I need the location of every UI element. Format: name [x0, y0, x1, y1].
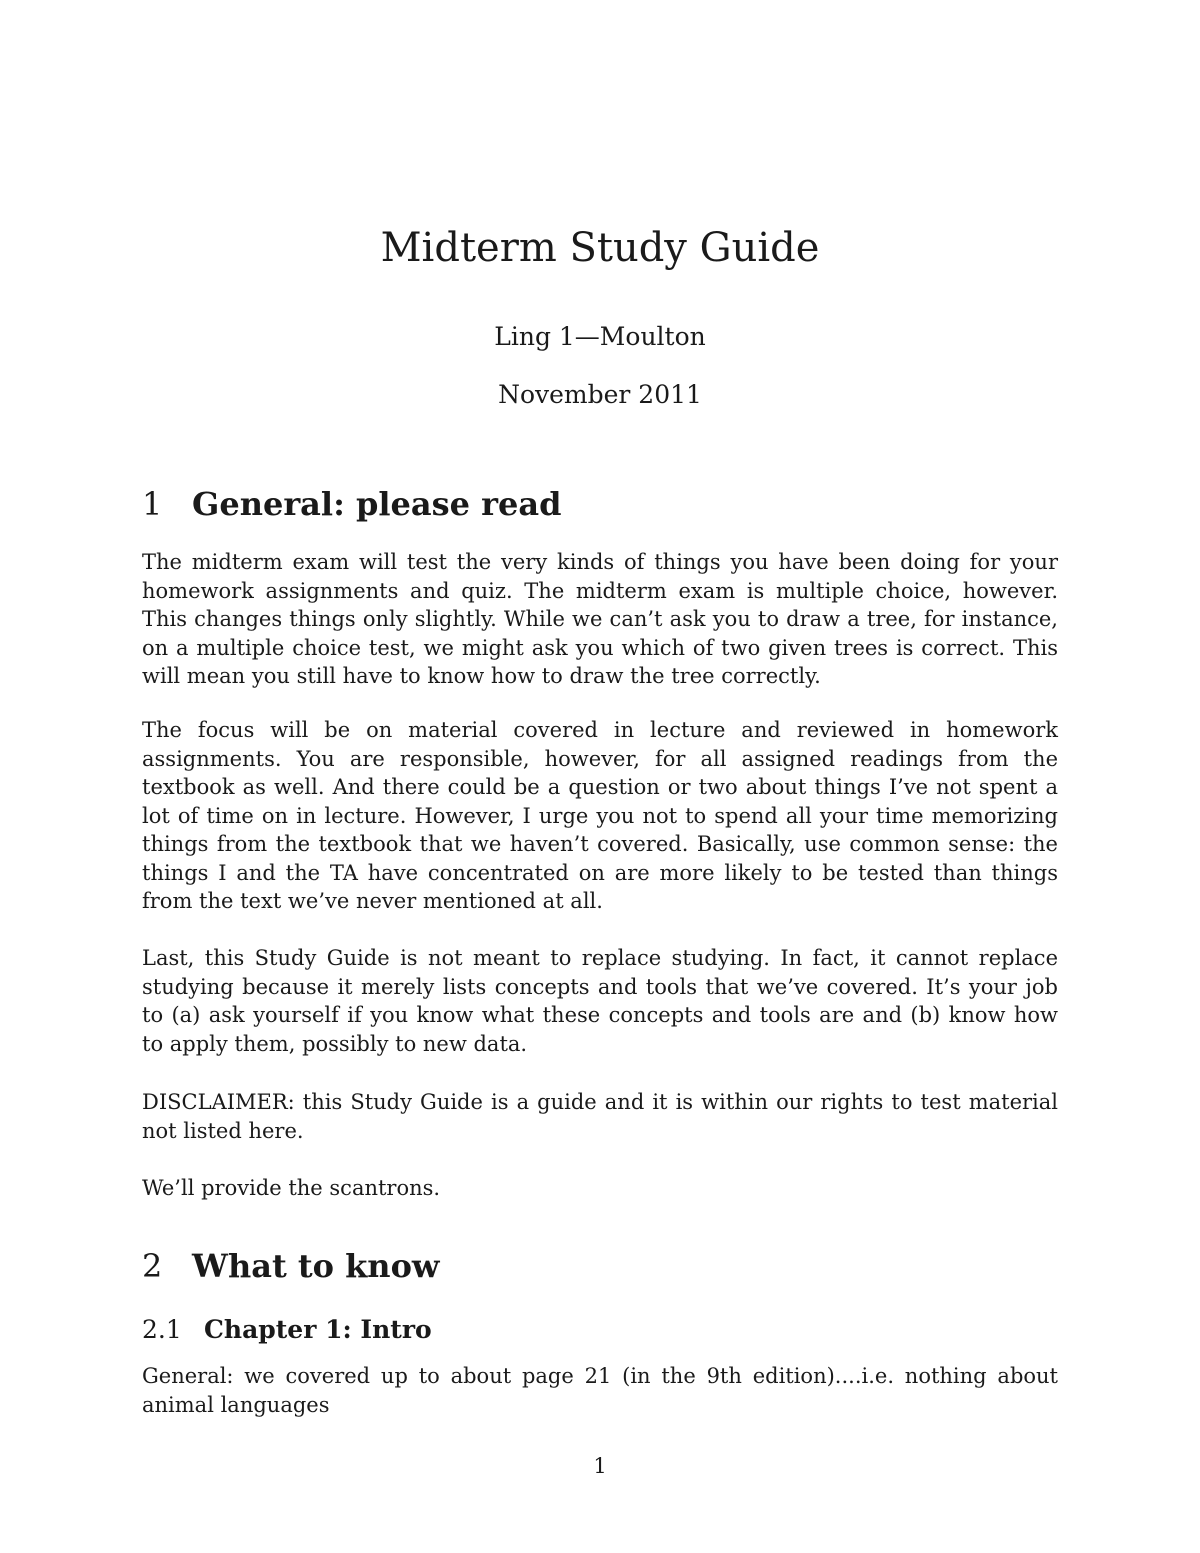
paragraph: DISCLAIMER: this Study Guide is a guide and it is within our rights to test material not listed here.: [142, 1090, 1058, 1143]
document-date: November 2011: [498, 380, 702, 409]
section-title: General: please read: [192, 485, 562, 523]
paragraph: The midterm exam will test the very kinds of things you have been doing for your homework assignments and quiz. The midterm exam is multiple choice, however. This changes things only slightly. While we can’t ask you to draw a tree, for instance, on a multiple choice test, we might ask you which of two given trees is correct. This will mean you still have to know how to draw the tree correctly.: [142, 550, 1058, 688]
subsection-heading-chapter-1: [142, 1313, 432, 1347]
section-heading-what-to-know: [142, 1246, 439, 1286]
section-heading-general: [142, 484, 561, 524]
paragraph: We’ll provide the scantrons.: [142, 1176, 441, 1200]
paragraph: General: we covered up to about page 21 (in the 9th edition)....i.e. nothing about animal languages: [142, 1364, 1058, 1417]
section-number: 1: [142, 485, 163, 523]
section-number: 2: [142, 1247, 163, 1285]
subsection-title: Chapter 1: Intro: [204, 1315, 432, 1344]
paragraph: Last, this Study Guide is not meant to replace studying. In fact, it cannot replace studying because it merely lists concepts and tools that we’ve covered. It’s your job to (a) ask yourself if you know what these concepts and tools are and (b) know how to apply them, possibly to new data.: [142, 946, 1058, 1056]
page-number: 1: [593, 1454, 607, 1478]
section-title: What to know: [192, 1247, 440, 1285]
paragraph: The focus will be on material covered in lecture and reviewed in homework assignments. You are responsible, however, for all assigned readings from the textbook as well. And there could be a question or two about things I’ve not spent a lot of time on in lecture. However, I urge you not to spend all your time memorizing things from the textbook that we haven’t covered. Basically, use common sense: the things I and the TA have concentrated on are more likely to be tested than things from the text we’ve never mentioned at all.: [142, 718, 1058, 913]
document-author: Ling 1—Moulton: [494, 322, 706, 351]
subsection-number: 2.1: [142, 1315, 182, 1344]
document-title: Midterm Study Guide: [380, 225, 820, 271]
